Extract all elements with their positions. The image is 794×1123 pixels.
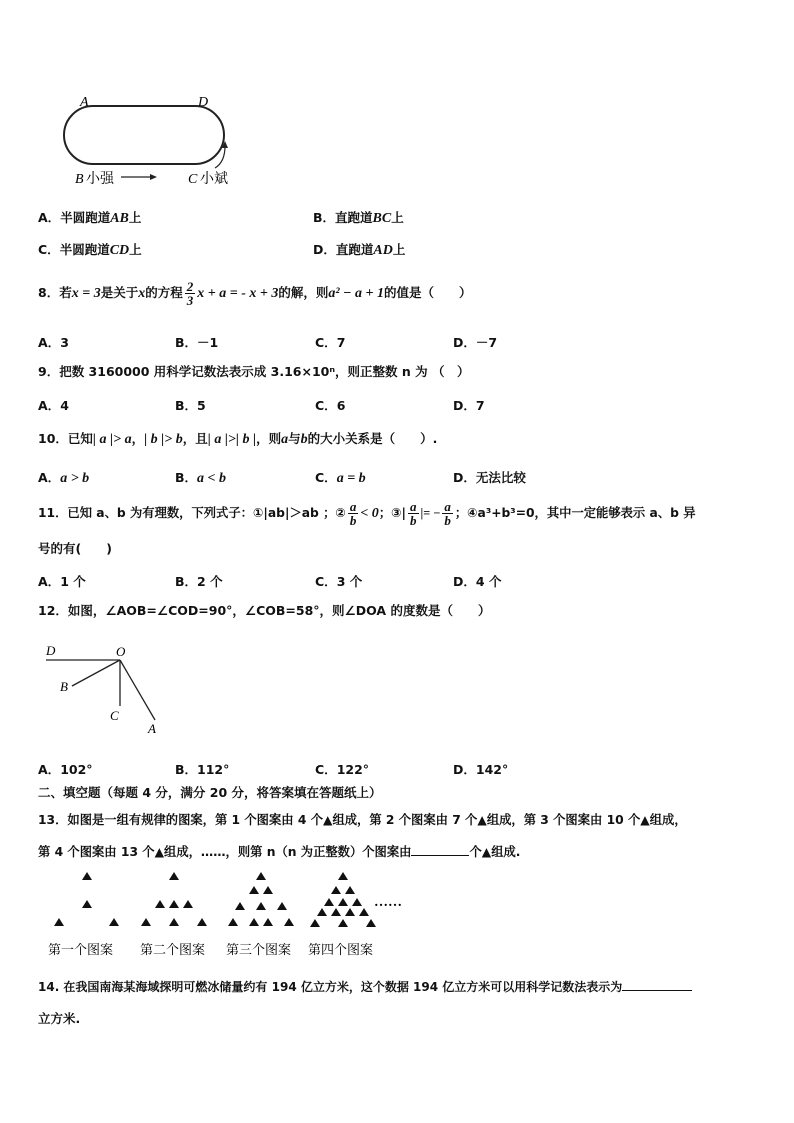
option-letter: C．: [315, 470, 337, 485]
fraction-numerator: 2: [186, 279, 194, 294]
track-label-xiaoqiang: 小强: [86, 172, 114, 187]
option-text: 2 个: [197, 574, 223, 589]
option-text: 上: [391, 210, 404, 225]
option-text: 半圆跑道: [59, 242, 110, 257]
q8-stem: [38, 278, 472, 309]
q8-math: a² − a + 1: [328, 286, 385, 301]
fraction-denominator: 3: [186, 293, 194, 308]
angle-figure: [40, 640, 170, 740]
angle-label-d: D: [46, 643, 56, 658]
triangle-icon: [249, 918, 259, 926]
q11-math: < 0: [360, 506, 379, 521]
pattern-4: [310, 872, 376, 927]
q10-option-c[interactable]: [315, 468, 366, 487]
angle-label-b: B: [60, 679, 68, 694]
q12-option-d[interactable]: [453, 760, 508, 778]
option-text: －1: [197, 335, 219, 350]
option-math: CD: [109, 243, 130, 258]
option-text: 7: [336, 335, 346, 350]
triangle-icon: [366, 919, 376, 927]
q11-text: ；③|: [378, 506, 407, 520]
option-math: BC: [372, 211, 392, 226]
q10-math: | a |>| b |: [207, 432, 257, 447]
option-text: 3 个: [336, 574, 363, 589]
fraction-numerator: a: [444, 499, 451, 514]
q12-option-b[interactable]: [175, 760, 229, 778]
option-letter: C．: [315, 762, 337, 777]
q11-math: |= −: [420, 506, 441, 520]
answer-blank[interactable]: [622, 990, 692, 991]
fraction-numerator: a: [349, 499, 357, 514]
option-letter: B．: [313, 210, 336, 225]
option-letter: D．: [453, 398, 476, 413]
pattern-ellipsis: ……: [374, 895, 402, 910]
option-letter: A．: [38, 398, 61, 413]
track-label-a: A: [80, 95, 89, 110]
pattern-caption-1: 第一个图案: [48, 942, 114, 957]
q7-option-b[interactable]: [313, 208, 404, 227]
q11-fraction-1: [348, 500, 359, 527]
option-text: 102°: [60, 762, 93, 777]
triangle-icon: [256, 902, 266, 910]
section-heading: 二、填空题（每题 4 分，满分 20 分，将答案填在答题纸上）: [38, 785, 382, 800]
pattern-2: [141, 872, 207, 926]
q10-text: 与: [288, 431, 301, 446]
track-outline: [64, 106, 224, 164]
option-text: －7: [475, 335, 498, 350]
option-letter: D．: [453, 335, 476, 350]
triangle-icon: [345, 886, 355, 894]
triangle-icon: [197, 918, 207, 926]
option-text: 6: [336, 398, 346, 413]
q10-stem: [38, 431, 437, 448]
xiaoqiang-arrowhead: [150, 174, 157, 180]
option-text: 上: [392, 242, 406, 257]
q9-option-d[interactable]: [453, 396, 485, 414]
ray-oa: [120, 660, 155, 720]
q7-option-c[interactable]: [38, 240, 142, 259]
q8-option-a[interactable]: [38, 333, 69, 351]
q14-stem-line2: 立方米.: [38, 1011, 81, 1026]
triangle-icon: [228, 918, 238, 926]
q9-option-c[interactable]: [315, 396, 345, 414]
option-text: a = b: [336, 471, 366, 486]
triangle-icon: [169, 872, 179, 880]
option-letter: C．: [315, 574, 337, 589]
triangle-icon: [183, 900, 193, 908]
q7-option-d[interactable]: [313, 240, 405, 259]
q8-text: 是关于: [100, 285, 139, 300]
option-math: AB: [110, 211, 129, 226]
q9-stem: 9．把数 3160000 用科学记数法表示成 3.16×10ⁿ，则正整数 n 为 （ ）: [38, 364, 470, 379]
fraction-denominator: b: [444, 513, 451, 528]
option-letter: B．: [175, 762, 198, 777]
option-text: 112°: [197, 762, 230, 777]
triangle-icon: [324, 898, 334, 906]
q8-math: x: [138, 286, 146, 301]
q13-stem: 13．如图是一组有规律的图案，第 1 个图案由 4 个▲组成，第 2 个图案由 7 个▲组成，第 3 个图案由 10 个▲组成，: [38, 813, 687, 827]
q9-option-b[interactable]: [175, 396, 206, 414]
option-text: 直跑道: [335, 242, 374, 257]
option-letter: B．: [175, 574, 198, 589]
fraction-denominator: b: [349, 513, 357, 528]
triangle-icon: [345, 908, 355, 916]
triangle-icon: [54, 918, 64, 926]
triangle-icon: [82, 872, 92, 880]
triangle-icon: [338, 872, 348, 880]
q8-text: 的解，则: [278, 285, 329, 300]
q14-stem: [38, 979, 692, 995]
option-letter: B．: [175, 335, 198, 350]
triangle-icon: [235, 902, 245, 910]
question-number: 8．: [38, 285, 60, 300]
q10-option-b[interactable]: [175, 468, 226, 487]
q8-math: x = 3: [71, 286, 101, 301]
pattern-caption-2: 第二个图案: [140, 942, 206, 957]
triangle-icon: [249, 886, 259, 894]
q10-math: | a |> a: [92, 432, 132, 447]
q8-option-b[interactable]: [175, 333, 218, 351]
question-number: 10．: [38, 431, 68, 446]
triangle-icon: [109, 918, 119, 926]
track-label-c: C: [188, 172, 198, 187]
triangle-icon: [263, 918, 273, 926]
option-text: 半圆跑道: [60, 210, 111, 225]
triangle-icon: [310, 919, 320, 927]
triangle-icon: [263, 886, 273, 894]
q11-text: ；④a³+b³=0，其中一定能够表示 a、b 异: [454, 506, 696, 520]
triangle-icon: [169, 900, 179, 908]
option-letter: D．: [313, 242, 336, 257]
fraction-denominator: b: [410, 513, 417, 528]
option-letter: D．: [453, 762, 476, 777]
option-text: 4: [60, 398, 69, 413]
option-letter: D．: [453, 470, 476, 485]
q10-option-a[interactable]: [38, 468, 89, 487]
angle-label-a: A: [148, 721, 156, 736]
q8-text: 若: [59, 285, 72, 300]
option-letter: A．: [38, 335, 61, 350]
q11-option-b[interactable]: [175, 572, 223, 590]
triangle-icon: [317, 908, 327, 916]
triangle-icon: [338, 919, 348, 927]
q10-option-d[interactable]: [453, 468, 526, 486]
q10-text: 的大小关系是（ ）.: [307, 431, 438, 446]
triangle-icon: [82, 900, 92, 908]
option-text: 上: [129, 242, 142, 257]
option-letter: A．: [38, 210, 61, 225]
q10-math: | b |> b: [144, 432, 183, 447]
pattern-caption-3: 第三个图案: [226, 942, 292, 957]
option-math: AD: [373, 243, 393, 258]
track-label-d: D: [198, 95, 209, 110]
q8-math: x + a = - x + 3: [197, 286, 279, 301]
q7-option-a[interactable]: [38, 208, 141, 227]
angle-label-c: C: [110, 708, 119, 723]
option-text: 上: [128, 210, 142, 225]
q11-option-d[interactable]: [453, 572, 501, 590]
q11-fraction-3: [442, 500, 453, 527]
track-label-b: B: [75, 172, 84, 187]
q10-text: ，且: [182, 431, 208, 446]
q13-text: 第 4 个图案由 13 个▲组成，……，则第 n（n 为正整数）个图案由: [38, 845, 412, 859]
angle-label-o: O: [116, 644, 126, 659]
option-text: a > b: [60, 471, 90, 486]
pattern-3: [228, 872, 294, 926]
q10-math: b: [300, 432, 308, 447]
option-letter: C．: [315, 335, 337, 350]
q8-text: 的方程: [145, 285, 183, 300]
option-letter: B．: [175, 398, 198, 413]
triangle-icon: [352, 898, 362, 906]
option-letter: A．: [38, 470, 61, 485]
q11-option-c[interactable]: [315, 572, 362, 590]
triangle-icon: [169, 918, 179, 926]
question-number: 11．: [38, 506, 68, 520]
option-text: 无法比较: [475, 470, 526, 485]
option-letter: B．: [175, 470, 198, 485]
option-letter: C．: [315, 398, 337, 413]
q12-stem: 12．如图，∠AOB=∠COD=90°，∠COB=58°，则∠DOA 的度数是（ ）: [38, 603, 491, 618]
q13-text: 个▲组成.: [469, 845, 521, 859]
option-text: 122°: [336, 762, 370, 777]
option-letter: A．: [38, 762, 61, 777]
fraction-numerator: a: [410, 499, 417, 514]
q11-fraction-2: [408, 500, 419, 527]
option-text: 5: [197, 398, 206, 413]
q10-text: ，: [131, 431, 145, 446]
q10-math: a: [281, 432, 289, 447]
triangle-icon: [277, 902, 287, 910]
option-text: 142°: [475, 762, 509, 777]
answer-blank[interactable]: [411, 855, 469, 856]
q11-stem: [38, 498, 696, 529]
q14-text: 14. 在我国南海某海域探明可燃冰储量约有 194 亿立方米，这个数据 194 亿立方米可以用科学记数法表示为: [38, 980, 623, 994]
q8-text: 的值是（ ）: [384, 285, 472, 300]
track-figure: [55, 90, 255, 190]
triangle-icon: [256, 872, 266, 880]
q12-option-c[interactable]: [315, 760, 369, 778]
q11-text: 已知 a、b 为有理数，下列式子：①|ab|＞ab ；②: [67, 506, 346, 520]
option-letter: A．: [38, 574, 61, 589]
option-text: a < b: [197, 471, 227, 486]
triangle-icon: [155, 900, 165, 908]
track-label-xiaobin: 小斌: [200, 172, 228, 187]
q11-stem-line2: 号的有( ): [38, 541, 112, 556]
triangle-patterns: [40, 866, 420, 966]
triangle-icon: [359, 908, 369, 916]
q8-fraction: [185, 280, 196, 307]
option-letter: C．: [38, 242, 60, 257]
option-text: 直跑道: [335, 210, 373, 225]
q9-option-a[interactable]: [38, 396, 69, 414]
option-text: 3: [60, 335, 69, 350]
q8-option-c[interactable]: [315, 333, 345, 351]
pattern-1: [54, 872, 119, 926]
triangle-icon: [338, 898, 348, 906]
q12-option-a[interactable]: [38, 760, 93, 778]
triangle-icon: [141, 918, 151, 926]
ray-ob: [72, 660, 120, 686]
q10-text: 已知: [67, 431, 93, 446]
q10-text: ，则: [256, 431, 282, 446]
q8-option-d[interactable]: [453, 333, 497, 351]
option-text: 7: [475, 398, 485, 413]
triangle-icon: [331, 886, 341, 894]
q11-option-a[interactable]: [38, 572, 86, 590]
option-text: 4 个: [475, 574, 502, 589]
option-text: 1 个: [60, 574, 86, 589]
q13-stem-line2: [38, 844, 520, 860]
triangle-icon: [331, 908, 341, 916]
triangle-icon: [284, 918, 294, 926]
pattern-caption-4: 第四个图案: [308, 942, 374, 957]
option-letter: D．: [453, 574, 476, 589]
